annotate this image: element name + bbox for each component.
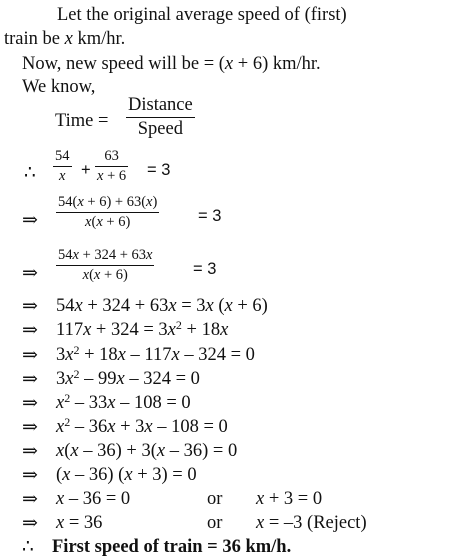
step-line: $3x^2 + 18x - 117x - 324 = 0$ — [56, 343, 255, 365]
fraction-denominator: x — [53, 166, 72, 184]
fraction-denominator: x + 6 — [97, 167, 127, 184]
implies-arrow: ⇒ — [22, 296, 38, 317]
formula-numerator: Distance — [128, 95, 193, 115]
implies-arrow: ⇒ — [22, 320, 38, 341]
implies-arrow: ⇒ — [22, 210, 38, 231]
implies-arrow: ⇒ — [22, 441, 38, 462]
or-word: or — [207, 489, 223, 509]
implies-arrow: ⇒ — [22, 489, 38, 510]
equals-3: = 3 — [147, 161, 171, 179]
intro-line-4: We know, — [22, 77, 96, 97]
step-line: (x – 36) (x + 3) = 0 — [56, 465, 197, 485]
combined-fraction — [56, 195, 159, 229]
implies-arrow: ⇒ — [22, 465, 38, 486]
intro-line-2: train be x km/hr. — [4, 29, 126, 49]
distance-speed-fraction — [126, 96, 195, 138]
step-line: $3x^2 - 99x - 324 = 0$ — [56, 367, 200, 389]
implies-arrow: ⇒ — [22, 369, 38, 390]
expanded-fraction — [56, 248, 154, 282]
step-line: 54x + 324 + 63x = 3x (x + 6) — [56, 296, 268, 316]
alt-root-equation: x + 3 = 0 — [256, 489, 323, 509]
plus-sign: + — [81, 161, 91, 179]
formula-lhs: Time = — [55, 111, 109, 131]
step-line: x = 36 — [56, 513, 103, 533]
equals-3: = 3 — [193, 260, 217, 278]
fraction-54-over-x — [53, 149, 72, 183]
or-word: or — [207, 513, 223, 533]
fraction-denominator: x(x + 6) — [56, 212, 159, 230]
fraction-numerator: 54 — [55, 148, 70, 164]
therefore-symbol: ∴ — [24, 163, 36, 183]
conclusion-text: First speed of train = 36 km/h. — [52, 537, 292, 557]
step-line: $x^2 - 33x - 108 = 0$ — [56, 391, 191, 413]
intro-line-3: Now, new speed will be = (x + 6) km/hr. — [22, 54, 321, 74]
fraction-denominator: x(x + 6) — [56, 265, 154, 283]
therefore-symbol: ∴ — [22, 537, 34, 557]
alt-root-rejected: x = –3 (Reject) — [256, 513, 367, 533]
fraction-numerator: 54x + 324 + 63x — [58, 247, 153, 263]
implies-arrow: ⇒ — [22, 393, 38, 414]
step-line: x(x – 36) + 3(x – 36) = 0 — [56, 441, 238, 461]
fraction-numerator: 54(x + 6) + 63(x) — [58, 194, 158, 210]
implies-arrow: ⇒ — [22, 417, 38, 438]
fraction-63-over-x-plus-6 — [95, 149, 128, 183]
step-line: x – 36 = 0 — [56, 489, 131, 509]
implies-arrow: ⇒ — [22, 513, 38, 534]
implies-arrow: ⇒ — [22, 345, 38, 366]
formula-denominator: Speed — [126, 117, 195, 139]
step-line: $x^2 - 36x + 3x - 108 = 0$ — [56, 415, 228, 437]
equals-3: = 3 — [198, 207, 222, 225]
implies-arrow: ⇒ — [22, 263, 38, 284]
intro-line-1: Let the original average speed of (first) — [57, 5, 347, 25]
fraction-numerator: 63 — [104, 148, 119, 164]
step-line: $117x + 324 = 3x^2 + 18x$ — [56, 318, 229, 340]
